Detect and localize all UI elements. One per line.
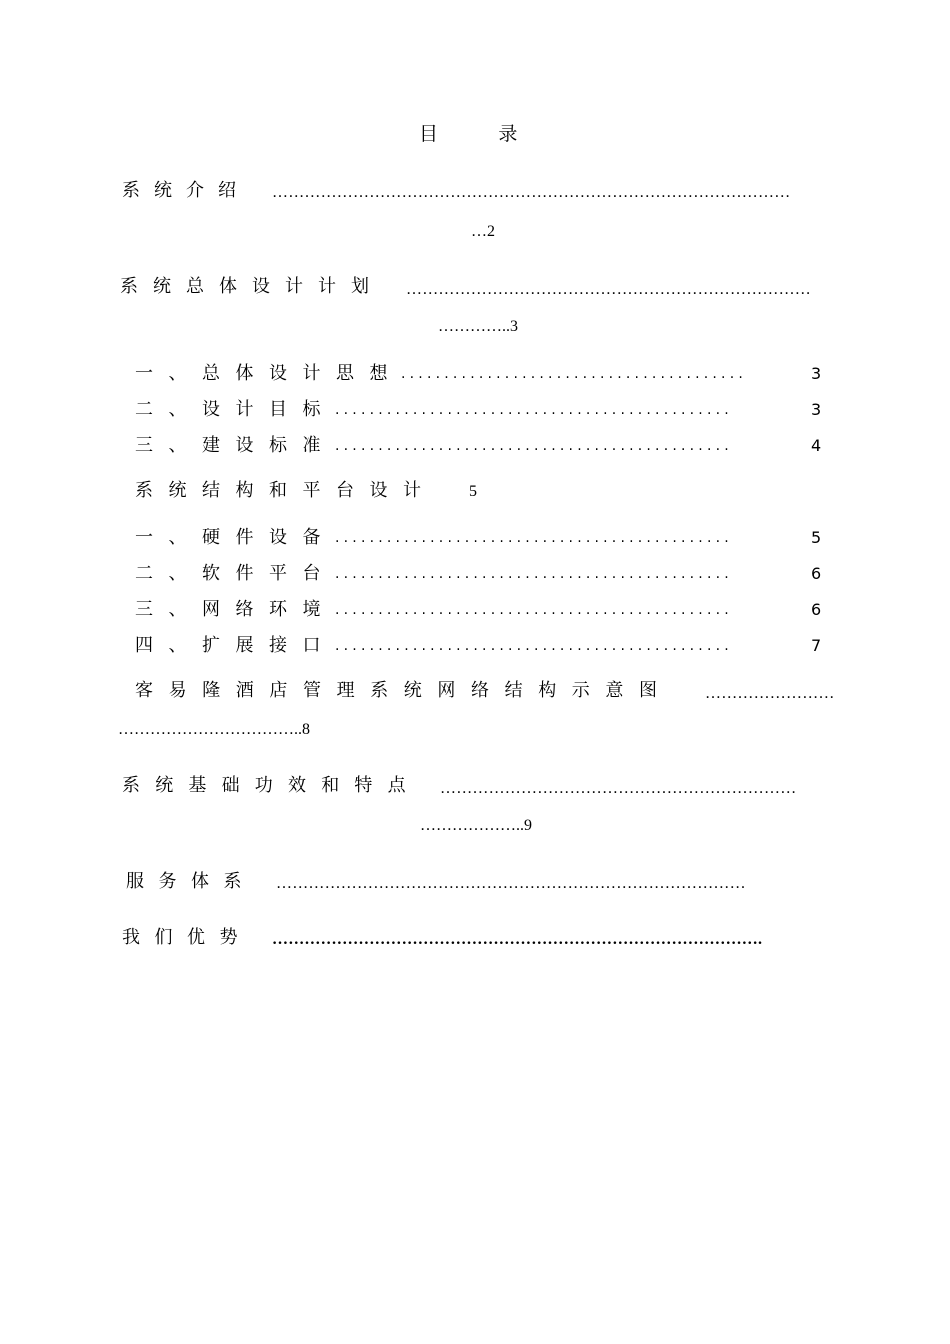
toc-leader-dots: ………………………………………………………………………………. bbox=[272, 932, 763, 948]
toc-leader-dots: …………………………………………………………………………………… bbox=[272, 185, 791, 201]
toc-page-number: 7 bbox=[811, 636, 822, 655]
toc-label: 系统介绍 bbox=[122, 180, 250, 201]
toc-leader-dots: .............................................. bbox=[335, 603, 733, 617]
toc-label: 系统总体设计计划 bbox=[120, 276, 384, 297]
toc-leader-dots: …………………… bbox=[705, 686, 835, 702]
toc-label: 三、网络环境 bbox=[135, 599, 336, 620]
toc-page-number: 6 bbox=[811, 600, 822, 619]
toc-leader-dots: ………………………………………………………… bbox=[440, 781, 797, 797]
toc-continuation: ……………………………..8 bbox=[118, 721, 310, 738]
toc-leader-dots: .............................................. bbox=[335, 439, 733, 453]
toc-continuation: ………………..9 bbox=[420, 817, 532, 834]
toc-label: 四、扩展接口 bbox=[135, 635, 336, 656]
toc-continuation: …2 bbox=[471, 223, 495, 240]
toc-page-number: 3 bbox=[811, 400, 822, 419]
toc-page-number: 6 bbox=[811, 564, 822, 583]
toc-leader-dots: .............................................. bbox=[335, 403, 733, 417]
toc-page-number: 5 bbox=[811, 528, 822, 547]
toc-title: 目 录 bbox=[419, 123, 518, 145]
toc-leader-dots: .............................................. bbox=[335, 531, 733, 545]
toc-label: 客易隆酒店管理系统网络结构示意图 bbox=[135, 680, 673, 701]
toc-page-number: 4 bbox=[811, 436, 822, 455]
toc-label: 系统基础功效和特点 bbox=[122, 775, 421, 796]
toc-page-number: 3 bbox=[811, 364, 822, 383]
toc-leader-dots: .............................................. bbox=[335, 639, 733, 653]
toc-leader-dots: .............................................. bbox=[335, 567, 733, 581]
toc-label: 系统结构和平台设计 bbox=[135, 480, 437, 501]
toc-page-number: 5 bbox=[469, 483, 477, 500]
toc-label: 二、软件平台 bbox=[135, 563, 336, 584]
toc-continuation: …………..3 bbox=[438, 318, 518, 335]
toc-label: 我们优势 bbox=[122, 927, 252, 948]
toc-leader-dots: ........................................ bbox=[401, 367, 748, 381]
toc-label: 一、硬件设备 bbox=[135, 527, 336, 548]
toc-label: 二、设计目标 bbox=[135, 399, 336, 420]
toc-leader-dots: ………………………………………………………………… bbox=[406, 282, 811, 298]
toc-leader-dots: …………………………………………………………………………… bbox=[276, 876, 746, 892]
toc-label: 三、建设标准 bbox=[135, 435, 336, 456]
toc-label: 一、总体设计思想 bbox=[135, 363, 403, 384]
toc-label: 服务体系 bbox=[126, 871, 256, 892]
